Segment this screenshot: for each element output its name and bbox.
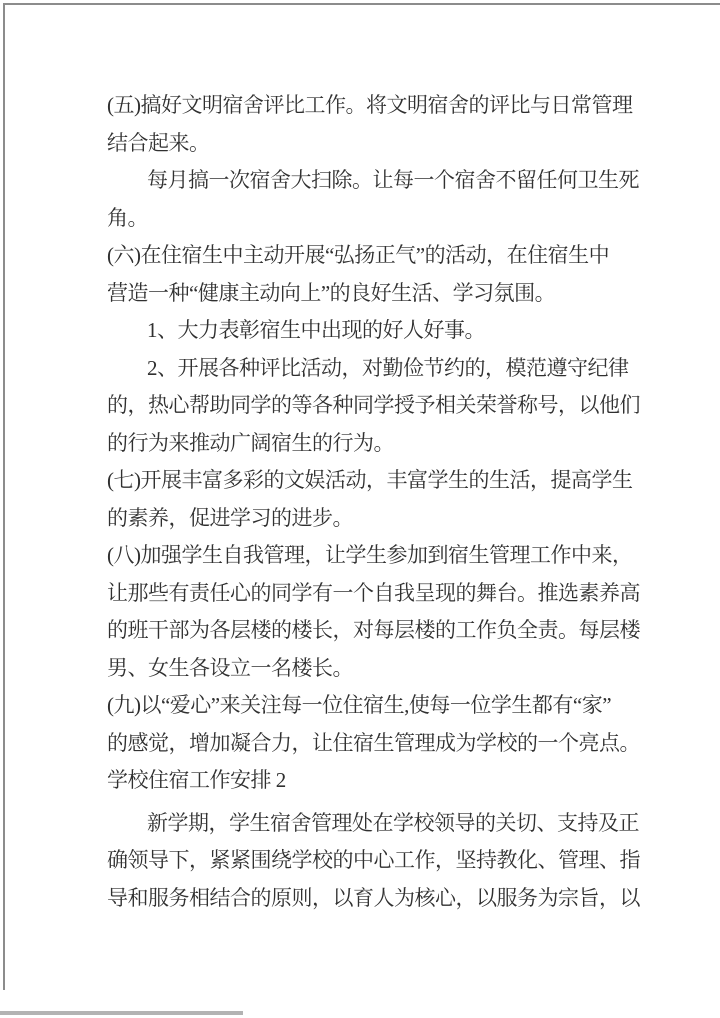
text-line: 的感觉，增加凝合力，让住宿生管理成为学校的一个亮点。 [107, 730, 640, 755]
text-line: 的素养，促进学习的进步。 [107, 505, 353, 530]
page-bottom-edge [0, 1011, 243, 1015]
text-line: (七)开展丰富多彩的文娱活动，丰富学生的生活，提高学生 [107, 468, 633, 492]
document-text [107, 87, 652, 917]
text-line: 的，热心帮助同学的等各种同学授予相关荣誉称号，以他们 [107, 393, 640, 417]
text-line: 结合起来。 [107, 130, 210, 155]
text-line: 2、开展各种评比活动，对勤俭节约的，模范遵守纪律 [147, 355, 629, 380]
text-line: (六)在住宿生中主动开展“弘扬正气”的活动，在住宿生中 [107, 243, 610, 267]
text-line: 让那些有责任心的同学有一个自我呈现的舞台。推选素养高 [107, 580, 640, 605]
text-line: (八)加强学生自我管理，让学生参加到宿生管理工作中来， [107, 543, 633, 567]
text-line: 确领导下，紧紧围绕学校的中心工作，坚持教化、管理、指 [107, 848, 640, 872]
text-line: 学校住宿工作安排 2 [107, 768, 286, 792]
page-border-left [3, 3, 5, 990]
text-line: 每月搞一次宿舍大扫除。让每一个宿舍不留任何卫生死 [147, 168, 639, 192]
page-border-top [3, 3, 720, 5]
text-line: 营造一种“健康主动向上”的良好生活、学习氛围。 [107, 280, 556, 305]
text-line: 男、女生各设立一名楼长。 [107, 655, 353, 680]
text-line: 的行为来推动广阔宿生的行为。 [107, 430, 394, 455]
text-line: (五)搞好文明宿舍评比工作。将文明宿舍的评比与日常管理 [107, 93, 633, 117]
text-line: 角。 [107, 205, 148, 230]
text-line: 新学期，学生宿舍管理处在学校领导的关切、支持及正 [147, 810, 639, 835]
text-line: 导和服务相结合的原则，以育人为核心，以服务为宗旨，以 [107, 885, 640, 910]
text-line: (九)以“爱心”来关注每一位住宿生,使每一位学生都有“家” [107, 693, 612, 717]
text-line: 1、大力表彰宿生中出现的好人好事。 [147, 318, 485, 342]
text-line: 的班干部为各层楼的楼长，对每层楼的工作负全责。每层楼 [107, 618, 640, 642]
